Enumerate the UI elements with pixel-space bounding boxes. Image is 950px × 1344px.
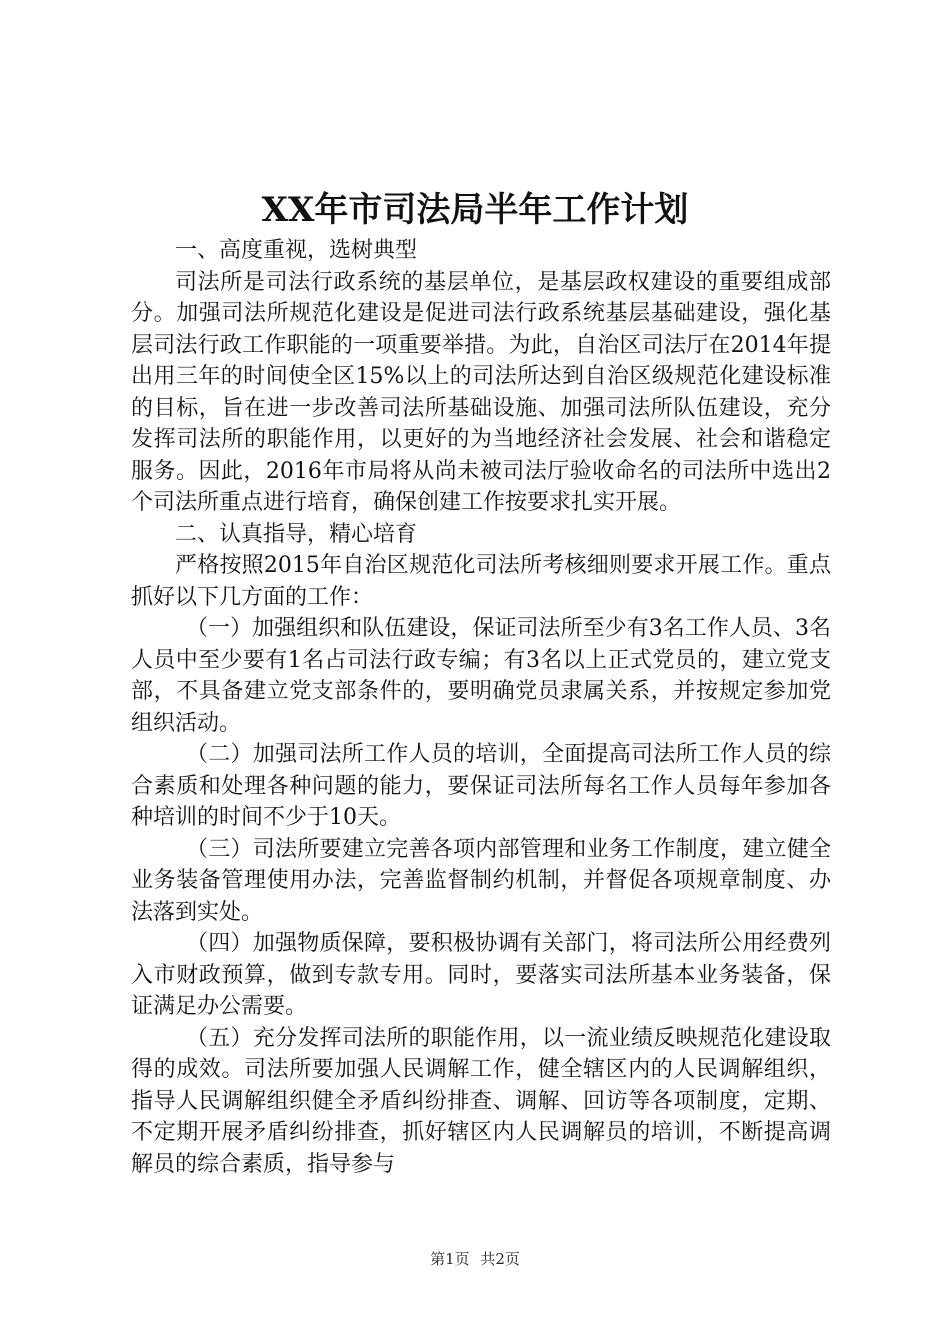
section-heading-1: 一、高度重视，选树典型 bbox=[175, 238, 418, 263]
document-body bbox=[131, 235, 831, 1180]
sub-item-5: （五）充分发挥司法所的职能作用，以一流业绩反映规范化建设取得的成效。司法所要加强人民调解工作，健全辖区内的人民调解组织，指导人民调解组织健全矛盾纠纷排查、调解、回访等各项制度，定期、不定期开展矛盾纠纷排查，抓好辖区内人民调解员的培训，不断提高调解员的综合素质，指导参与 bbox=[131, 1025, 831, 1177]
body-paragraph-2: 严格按照2015年自治区规范化司法所考核细则要求开展工作。重点抓好以下几方面的工作： bbox=[131, 553, 831, 610]
sub-item-2: （二）加强司法所工作人员的培训，全面提高司法所工作人员的综合素质和处理各种问题的能力，要保证司法所每名工作人员每年参加各种培训的时间不少于10天。 bbox=[131, 742, 831, 830]
document-title: XX年市司法局半年工作计划 bbox=[261, 190, 689, 230]
page-total: 共2页 bbox=[480, 1250, 520, 1268]
page-number: 第1页 bbox=[430, 1250, 470, 1268]
section-heading-2: 二、认真指导，精心培育 bbox=[175, 521, 418, 547]
sub-item-3: （三）司法所要建立完善各项内部管理和业务工作制度，建立健全业务装备管理使用办法，完善监督制约机制，并督促各项规章制度、办法落到实处。 bbox=[131, 836, 831, 925]
page-footer bbox=[0, 1249, 950, 1269]
body-paragraph-1: 司法所是司法行政系统的基层单位，是基层政权建设的重要组成部分。加强司法所规范化建设是促进司法行政系统基层基础建设，强化基层司法行政工作职能的一项重要举措。为此，自治区司法厅在2014年提出用三年的时间使全区15%以上的司法所达到自治区级规范化建设标准的目标，旨在进一步改善司法所基础设施、加强司法所队伍建设，充分发挥司法所的职能作用，以更好的为当地经济社会发展、社会和谐稳定服务。因此，2016年市局将从尚未被司法厅验收命名的司法所中选出2个司法所重点进行培育，确保创建工作按要求扎实开展。 bbox=[131, 269, 831, 515]
sub-item-4: （四）加强物质保障，要积极协调有关部门，将司法所公用经费列入市财政预算，做到专款专用。同时，要落实司法所基本业务装备，保证满足办公需要。 bbox=[131, 931, 831, 1019]
sub-item-1: （一）加强组织和队伍建设，保证司法所至少有3名工作人员、3名人员中至少要有1名占司法行政专编；有3名以上正式党员的，建立党支部，不具备建立党支部条件的，要明确党员隶属关系，并按规定参加党组织活动。 bbox=[131, 616, 831, 736]
